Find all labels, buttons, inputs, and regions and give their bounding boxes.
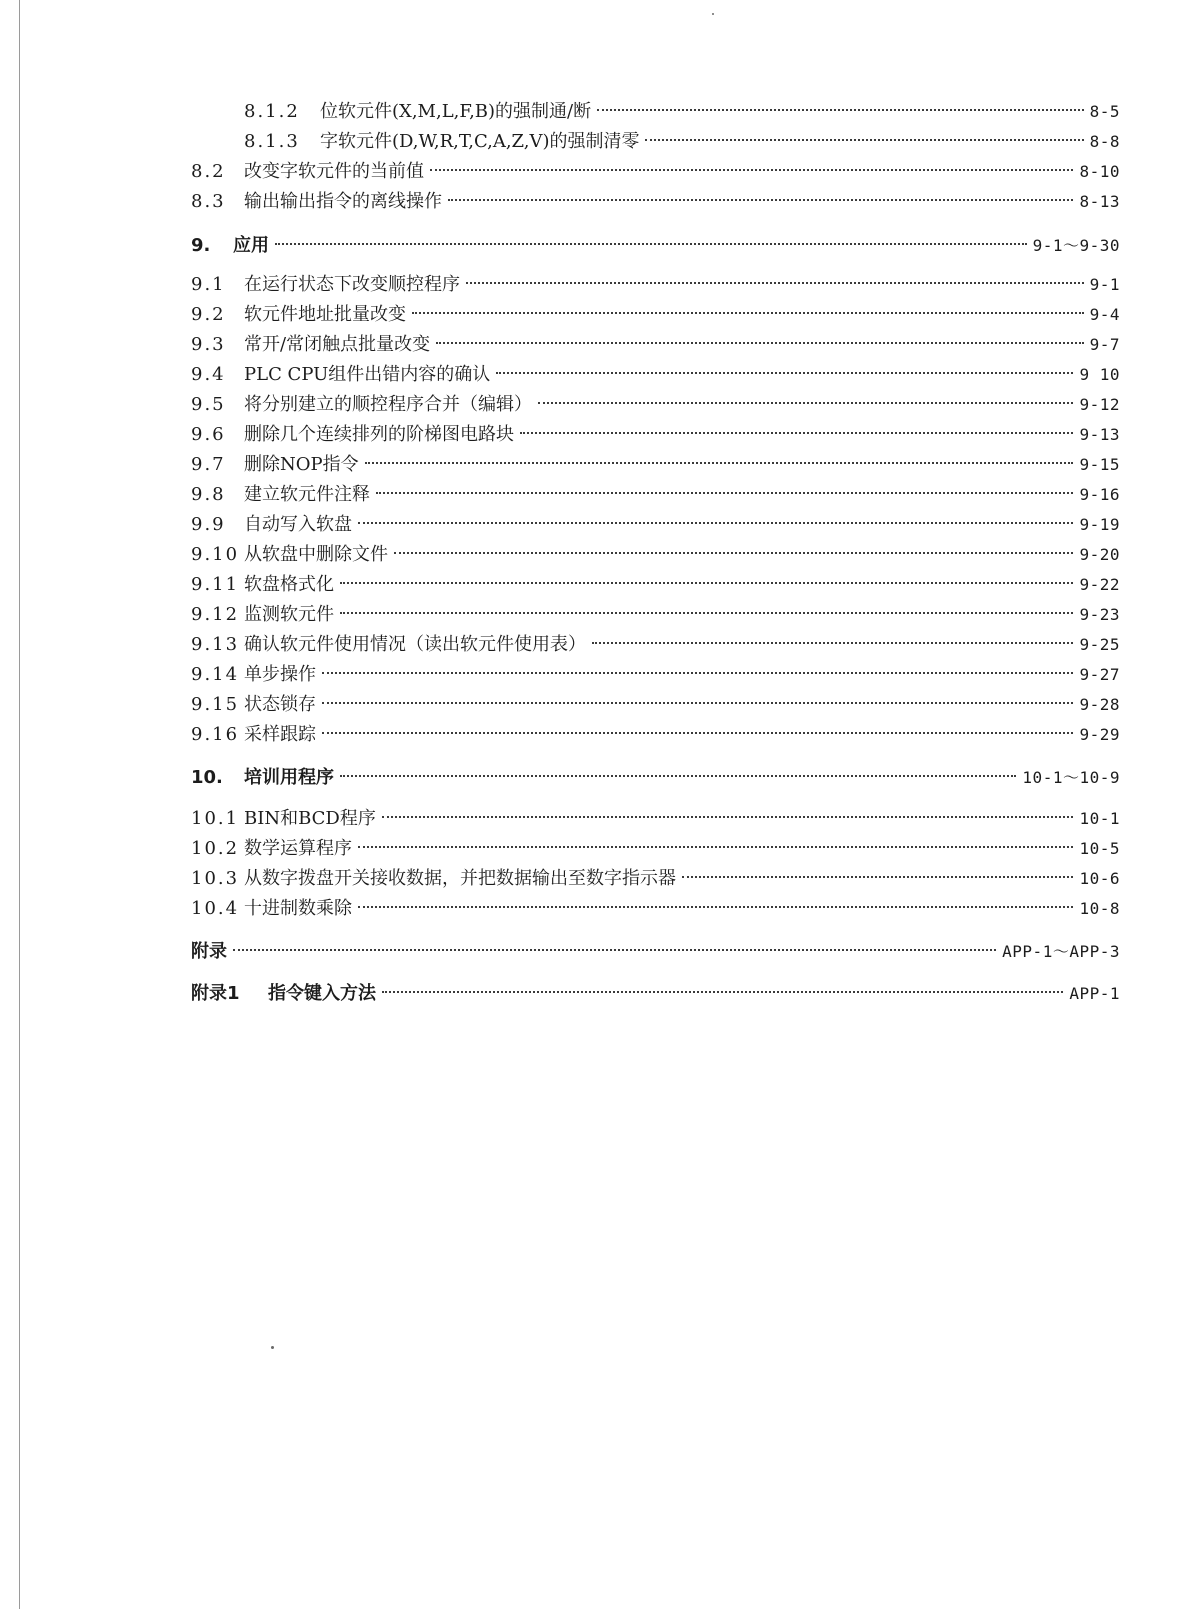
dot-leader xyxy=(682,862,1073,884)
dot-leader xyxy=(233,935,996,957)
dot-leader xyxy=(376,478,1073,500)
toc-entry-number: 8.2 xyxy=(191,161,226,182)
toc-entry-page: 9-23 xyxy=(1079,605,1120,624)
toc-entry-page: 9-29 xyxy=(1079,725,1120,744)
toc-entry-page: 8-5 xyxy=(1089,102,1120,121)
toc-entry-number: 10.3 xyxy=(191,868,240,889)
toc-appendix[interactable] xyxy=(191,935,1120,963)
dot-leader xyxy=(436,328,1084,350)
toc-entry-title: 软元件地址批量改变 xyxy=(244,304,406,325)
toc-entry-number: 9.3 xyxy=(191,334,226,355)
dot-leader xyxy=(322,658,1073,680)
toc-chapter-number: 10. xyxy=(191,767,223,788)
toc-entry-page: 9-25 xyxy=(1079,635,1120,654)
toc-entry-page: 8-10 xyxy=(1079,162,1120,181)
toc-entry-9-16[interactable] xyxy=(191,718,1120,746)
dot-leader xyxy=(382,977,1063,999)
dot-leader xyxy=(322,688,1073,710)
dot-leader xyxy=(365,448,1074,470)
toc-entry-title: 软盘格式化 xyxy=(244,574,334,595)
toc-entry-8-1-3[interactable] xyxy=(244,125,1120,153)
toc-entry-page: 9 10 xyxy=(1079,365,1120,384)
toc-entry-title: 确认软元件使用情况（读出软元件使用表） xyxy=(244,634,586,655)
toc-entry-10-4[interactable] xyxy=(191,892,1120,920)
toc-entry-page: 9-16 xyxy=(1079,485,1120,504)
toc-entry-page: 9-22 xyxy=(1079,575,1120,594)
toc-entry-number: 9.14 xyxy=(191,664,240,685)
toc-entry-page: 8-8 xyxy=(1089,132,1120,151)
toc-entry-10-2[interactable] xyxy=(191,832,1120,860)
dot-leader xyxy=(340,598,1073,620)
dot-leader xyxy=(394,538,1073,560)
toc-appendix-title: 指令键入方法 xyxy=(268,983,376,1004)
dot-leader xyxy=(382,802,1074,824)
toc-entry-page: 10-6 xyxy=(1079,869,1120,888)
toc-entry-9-6[interactable] xyxy=(191,418,1120,446)
toc-entry-title: 状态锁存 xyxy=(244,694,316,715)
toc-entry-title: 常开/常闭触点批量改变 xyxy=(244,334,431,355)
toc-entry-title: 监测软元件 xyxy=(244,604,334,625)
toc-entry-title: PLC CPU组件出错内容的确认 xyxy=(244,364,491,385)
scan-speck xyxy=(271,1346,274,1349)
toc-entry-number: 9.2 xyxy=(191,304,226,325)
toc-entry-number: 9.9 xyxy=(191,514,226,535)
toc-entry-8-3[interactable] xyxy=(191,185,1120,213)
toc-appendix-title: 附录 xyxy=(191,941,227,962)
toc-entry-number: 9.8 xyxy=(191,484,226,505)
toc-entry-number: 9.10 xyxy=(191,544,240,565)
toc-appendix-1[interactable] xyxy=(191,977,1120,1005)
toc-entry-number: 9.5 xyxy=(191,394,226,415)
toc-entry-page: 9-12 xyxy=(1079,395,1120,414)
toc-entry-page: 9-13 xyxy=(1079,425,1120,444)
toc-entry-page: 9-19 xyxy=(1079,515,1120,534)
toc-entry-title: 单步操作 xyxy=(244,664,316,685)
toc-entry-9-12[interactable] xyxy=(191,598,1120,626)
toc-entry-number: 10.4 xyxy=(191,898,240,919)
toc-appendix-pages: APP-1～APP-3 xyxy=(1002,942,1120,961)
toc-entry-number: 8.3 xyxy=(191,191,226,212)
toc-entry-9-5[interactable] xyxy=(191,388,1120,416)
toc-chapter-9[interactable] xyxy=(191,229,1120,257)
dot-leader xyxy=(645,125,1083,147)
dot-leader xyxy=(358,892,1073,914)
toc-chapter-pages: 9-1～9-30 xyxy=(1032,236,1120,255)
toc-entry-page: 8-13 xyxy=(1079,192,1120,211)
dot-leader xyxy=(340,568,1073,590)
toc-entry-page: 9-28 xyxy=(1079,695,1120,714)
dot-leader xyxy=(592,628,1073,650)
toc-entry-number: 8.1.3 xyxy=(244,131,300,152)
toc-entry-9-3[interactable] xyxy=(191,328,1120,356)
toc-entry-title: 建立软元件注释 xyxy=(244,484,370,505)
dot-leader xyxy=(520,418,1073,440)
toc-entry-title: 自动写入软盘 xyxy=(244,514,352,535)
toc-entry-page: 9-7 xyxy=(1089,335,1120,354)
toc-entry-9-10[interactable] xyxy=(191,538,1120,566)
toc-appendix-page: APP-1 xyxy=(1069,984,1120,1003)
toc-entry-9-14[interactable] xyxy=(191,658,1120,686)
dot-leader xyxy=(538,388,1073,410)
toc-chapter-number: 9. xyxy=(191,235,211,256)
toc-entry-10-1[interactable] xyxy=(191,802,1120,830)
dot-leader xyxy=(358,508,1073,530)
toc-entry-number: 9.11 xyxy=(191,574,240,595)
toc-entry-title: 输出输出指令的离线操作 xyxy=(244,191,442,212)
toc-entry-title: 删除NOP指令 xyxy=(244,454,359,475)
toc-entry-title: 采样跟踪 xyxy=(244,724,316,745)
dot-leader xyxy=(430,155,1073,177)
toc-entry-number: 9.12 xyxy=(191,604,240,625)
toc-entry-9-7[interactable] xyxy=(191,448,1120,476)
toc-entry-page: 9-27 xyxy=(1079,665,1120,684)
toc-entry-9-4[interactable] xyxy=(191,358,1120,386)
toc-entry-title: 将分别建立的顺控程序合并（编辑） xyxy=(244,394,532,415)
dot-leader xyxy=(597,95,1083,117)
toc-entry-title: 从数字拨盘开关接收数据，并把数据输出至数字指示器 xyxy=(244,868,676,889)
toc-entry-page: 10-5 xyxy=(1079,839,1120,858)
dot-leader xyxy=(340,761,1016,783)
toc-entry-number: 10.1 xyxy=(191,808,240,829)
toc-entry-number: 9.7 xyxy=(191,454,226,475)
toc-entry-9-13[interactable] xyxy=(191,628,1120,656)
toc-entry-title: 字软元件(D,W,R,T,C,A,Z,V)的强制清零 xyxy=(320,131,640,152)
toc-entry-number: 9.16 xyxy=(191,724,240,745)
dot-leader xyxy=(496,358,1073,380)
dot-leader xyxy=(448,185,1073,207)
toc-entry-9-9[interactable] xyxy=(191,508,1120,536)
scan-speck xyxy=(712,13,714,15)
toc-entry-9-2[interactable] xyxy=(191,298,1120,326)
toc-entry-number: 9.1 xyxy=(191,274,226,295)
dot-leader xyxy=(275,229,1027,251)
toc-entry-title: 位软元件(X,M,L,F,B)的强制通/断 xyxy=(320,101,592,122)
toc-entry-9-1[interactable] xyxy=(191,268,1120,296)
toc-entry-title: 数学运算程序 xyxy=(244,838,352,859)
toc-entry-page: 10-8 xyxy=(1079,899,1120,918)
dot-leader xyxy=(466,268,1084,290)
toc-entry-number: 8.1.2 xyxy=(244,101,300,122)
toc-entry-page: 9-1 xyxy=(1089,275,1120,294)
toc-entry-9-11[interactable] xyxy=(191,568,1120,596)
toc-entry-title: 从软盘中删除文件 xyxy=(244,544,388,565)
toc-entry-page: 9-20 xyxy=(1079,545,1120,564)
toc-chapter-10[interactable] xyxy=(191,761,1120,789)
toc-entry-number: 9.4 xyxy=(191,364,226,385)
toc-entry-title: 删除几个连续排列的阶梯图电路块 xyxy=(244,424,514,445)
toc-entry-number: 9.15 xyxy=(191,694,240,715)
toc-entry-9-15[interactable] xyxy=(191,688,1120,716)
dot-leader xyxy=(322,718,1073,740)
toc-entry-page: 9-4 xyxy=(1089,305,1120,324)
toc-entry-10-3[interactable] xyxy=(191,862,1120,890)
dot-leader xyxy=(412,298,1084,320)
toc-entry-9-8[interactable] xyxy=(191,478,1120,506)
toc-entry-number: 9.6 xyxy=(191,424,226,445)
toc-entry-title: 改变字软元件的当前值 xyxy=(244,161,424,182)
toc-entry-number: 9.13 xyxy=(191,634,240,655)
toc-entry-page: 9-15 xyxy=(1079,455,1120,474)
toc-entry-8-2[interactable] xyxy=(191,155,1120,183)
toc-chapter-title: 应用 xyxy=(233,235,269,256)
toc-appendix-number: 附录1 xyxy=(191,983,240,1004)
toc-entry-title: BIN和BCD程序 xyxy=(244,808,376,829)
toc-chapter-title: 培训用程序 xyxy=(244,767,334,788)
toc-entry-page: 10-1 xyxy=(1079,809,1120,828)
toc-chapter-pages: 10-1～10-9 xyxy=(1022,768,1120,787)
toc-entry-title: 十进制数乘除 xyxy=(244,898,352,919)
toc-entry-number: 10.2 xyxy=(191,838,240,859)
dot-leader xyxy=(358,832,1073,854)
toc-entry-title: 在运行状态下改变顺控程序 xyxy=(244,274,460,295)
toc-entry-8-1-2[interactable] xyxy=(244,95,1120,123)
